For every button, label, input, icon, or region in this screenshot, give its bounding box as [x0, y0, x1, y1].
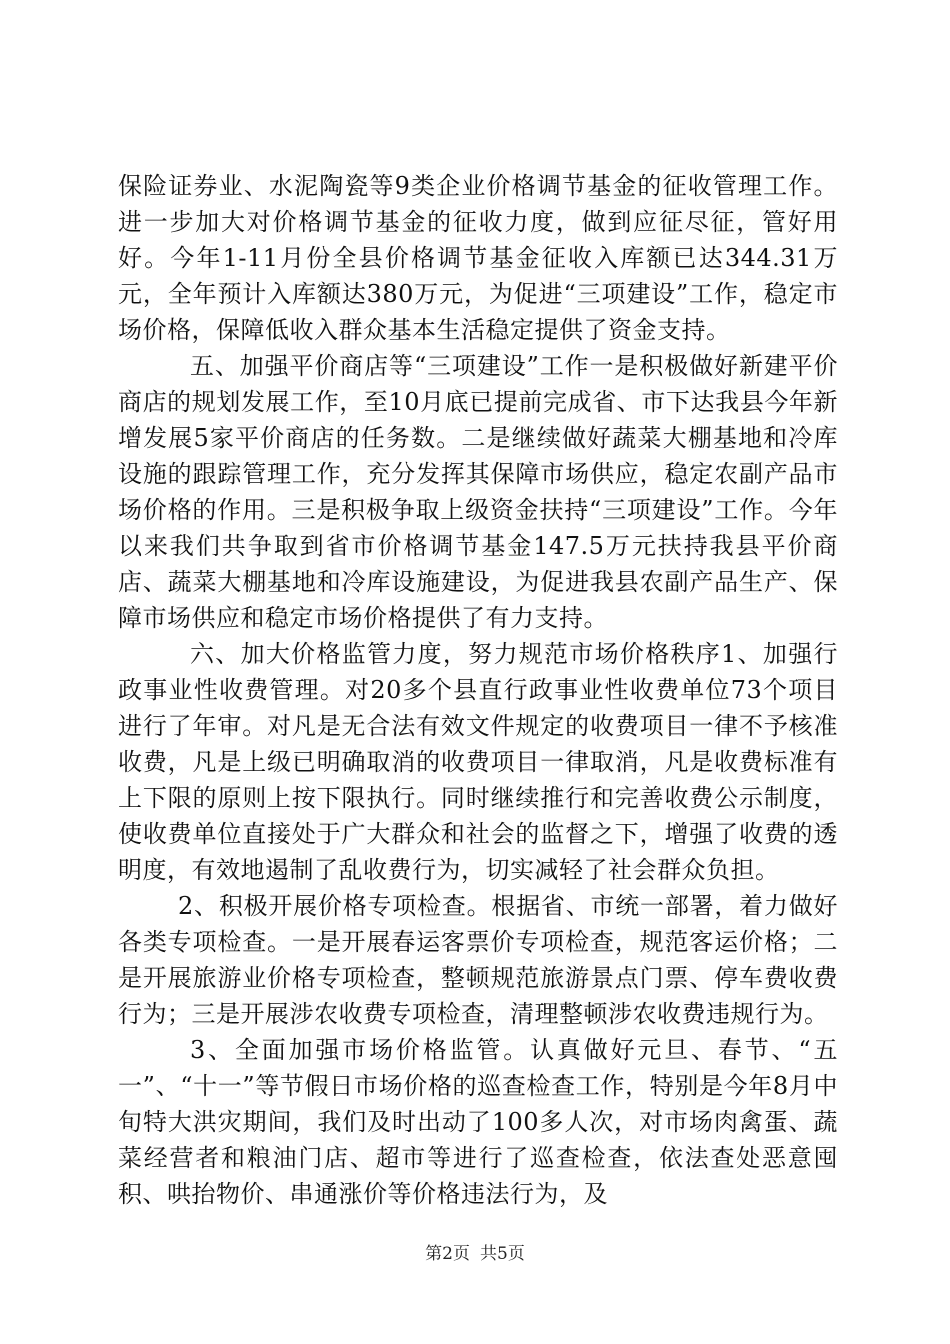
page-number-total: 共5页 — [480, 1244, 525, 1264]
paragraph-price-supervision: 六、加大价格监管力度，努力规范市场价格秩序1、加强行政事业性收费管理。对20多个县直行政事业性收费单位73个项目进行了年审。对凡是无合法有效文件规定的收费项目一律不予核准收费，凡是上级已明确取消的收费项目一律取消，凡是收费标准有上下限的原则上按下限执行。同时继续推行和完善收费公示制度，使收费单位直接处于广大群众和社会的监督之下，增强了收费的透明度，有效地遏制了乱收费行为，切实减轻了社会群众负担。 — [118, 640, 838, 884]
page-number-current: 第2页 — [425, 1244, 470, 1264]
document-body — [118, 168, 838, 1212]
paragraph-three-constructions: 五、加强平价商店等“三项建设”工作一是积极做好新建平价商店的规划发展工作，至10月底已提前完成省、市下达我县今年新增发展5家平价商店的任务数。二是继续做好蔬菜大棚基地和冷库设施的跟踪管理工作，充分发挥其保障市场供应，稳定农副产品市场价格的作用。三是积极争取上级资金扶持“三项建设”工作。今年以来我们共争取到省市价格调节基金147.5万元扶持我县平价商店、蔬菜大棚基地和冷库设施建设，为促进我县农副产品生产、保障市场供应和稳定市场价格提供了有力支持。 — [118, 352, 838, 632]
page-footer — [0, 1243, 950, 1265]
paragraph-special-inspection: 2、积极开展价格专项检查。根据省、市统一部署，着力做好各类专项检查。一是开展春运客票价专项检查，规范客运价格；二是开展旅游业价格专项检查，整顿规范旅游景点门票、停车费收费行为；三是开展涉农收费专项检查，清理整顿涉农收费违规行为。 — [118, 892, 838, 1028]
paragraph-market-supervision: 3、全面加强市场价格监管。认真做好元旦、春节、“五一”、“十一”等节假日市场价格的巡查检查工作，特别是今年8月中旬特大洪灾期间，我们及时出动了100多人次，对市场肉禽蛋、蔬菜经营者和粮油门店、超市等进行了巡查检查，依法查处恶意囤积、哄抬物价、串通涨价等价格违法行为，及 — [118, 1036, 838, 1208]
paragraph-price-fund: 保险证券业、水泥陶瓷等9类企业价格调节基金的征收管理工作。进一步加大对价格调节基金的征收力度，做到应征尽征，管好用好。今年1-11月份全县价格调节基金征收入库额已达344.31万元，全年预计入库额达380万元，为促进“三项建设”工作，稳定市场价格，保障低收入群众基本生活稳定提供了资金支持。 — [118, 172, 838, 344]
